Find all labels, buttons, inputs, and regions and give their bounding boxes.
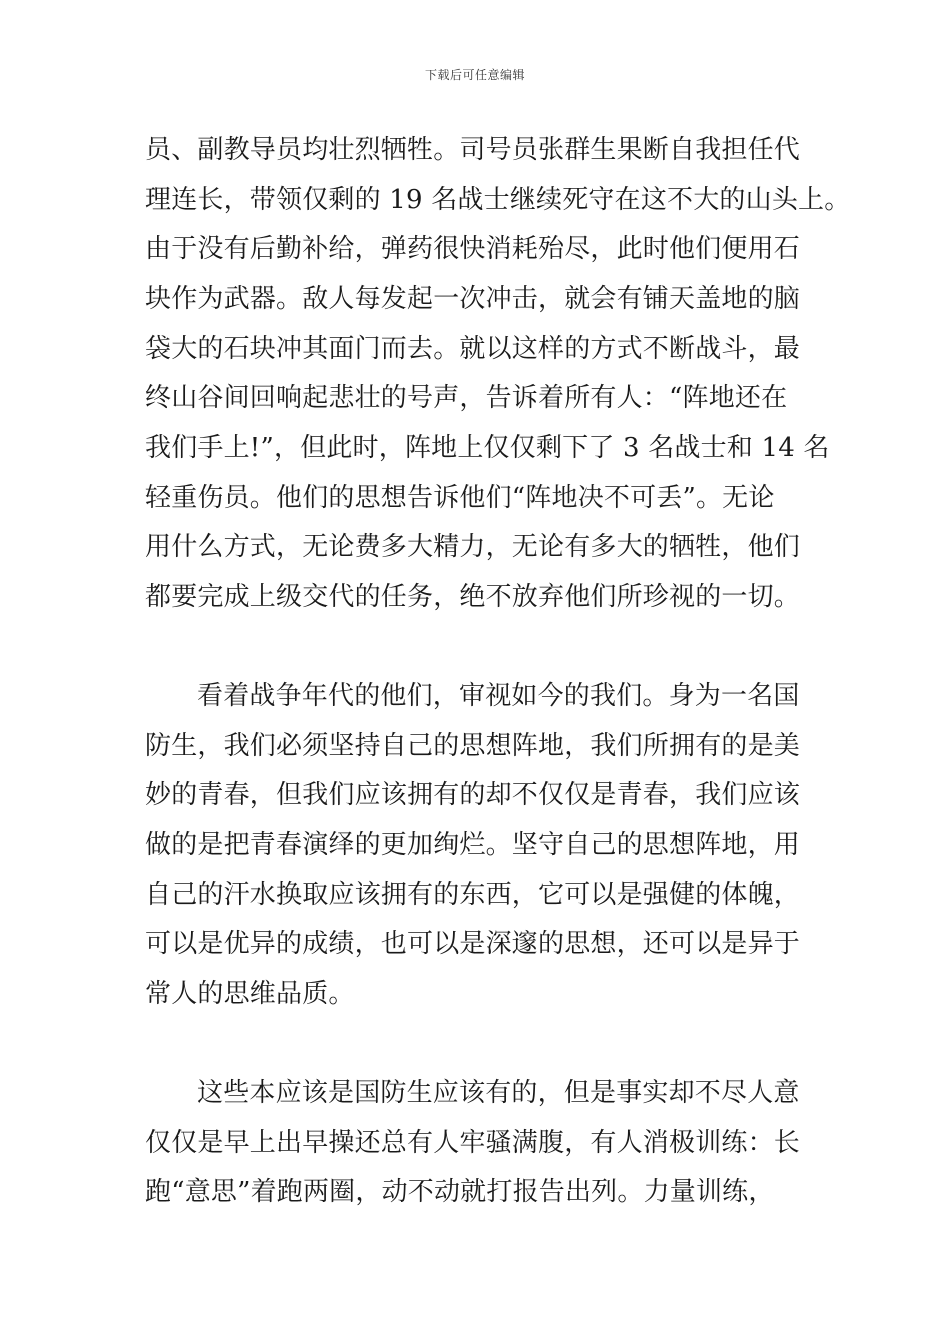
paragraph-1-line-5: 袋大的石块冲其面门而去。就以这样的方式不断战斗，最 <box>145 334 801 364</box>
paragraph-2-line-4: 做的是把青春演绎的更加绚烂。坚守自己的思想阵地，用 <box>145 830 801 860</box>
paragraph-3-line-2: 仅仅是早上出早操还总有人牢骚满腹，有人消极训练：长 <box>145 1128 801 1158</box>
paragraph-2-line-7: 常人的思维品质。 <box>145 979 355 1009</box>
paragraph-1-line-3: 由于没有后勤补给，弹药很快消耗殆尽，此时他们便用石 <box>145 234 801 264</box>
paragraph-1-line-4: 块作为武器。敌人每发起一次冲击，就会有铺天盖地的脑 <box>145 284 801 314</box>
paragraph-1-line-2: 理连长，带领仅剩的 19 名战士继续死守在这不大的山头上。 <box>145 185 851 215</box>
page-header: 下载后可任意编辑 <box>424 68 525 82</box>
paragraph-3-line-3: 跑“意思”着跑两圈，动不动就打报告出列。力量训练， <box>145 1177 775 1207</box>
paragraph-1-line-1: 员、副教导员均壮烈牺牲。司号员张群生果断自我担任代 <box>145 135 801 165</box>
paragraph-1-line-6: 终山谷间回响起悲壮的号声，告诉着所有人：“阵地还在 <box>145 383 788 413</box>
paragraph-1-line-10: 都要完成上级交代的任务，绝不放弃他们所珍视的一切。 <box>145 582 801 612</box>
paragraph-1-line-8: 轻重伤员。他们的思想告诉他们“阵地决不可丢”。无论 <box>145 483 775 513</box>
paragraph-1-line-9: 用什么方式，无论费多大精力，无论有多大的牺牲，他们 <box>145 532 801 562</box>
paragraph-1-line-7: 我们手上!”，但此时，阵地上仅仅剩下了 3 名战士和 14 名 <box>145 433 830 463</box>
paragraph-2-line-5: 自己的汗水换取应该拥有的东西，它可以是强健的体魄， <box>145 880 801 910</box>
paragraph-2-line-1: 看着战争年代的他们，审视如今的我们。身为一名国 <box>197 681 800 711</box>
paragraph-3-line-1: 这些本应该是国防生应该有的，但是事实却不尽人意 <box>197 1078 800 1108</box>
paragraph-2-line-6: 可以是优异的成绩，也可以是深邃的思想，还可以是异于 <box>145 929 801 959</box>
paragraph-2-line-2: 防生，我们必须坚持自己的思想阵地，我们所拥有的是美 <box>145 731 801 761</box>
paragraph-2-line-3: 妙的青春，但我们应该拥有的却不仅仅是青春，我们应该 <box>145 780 801 810</box>
